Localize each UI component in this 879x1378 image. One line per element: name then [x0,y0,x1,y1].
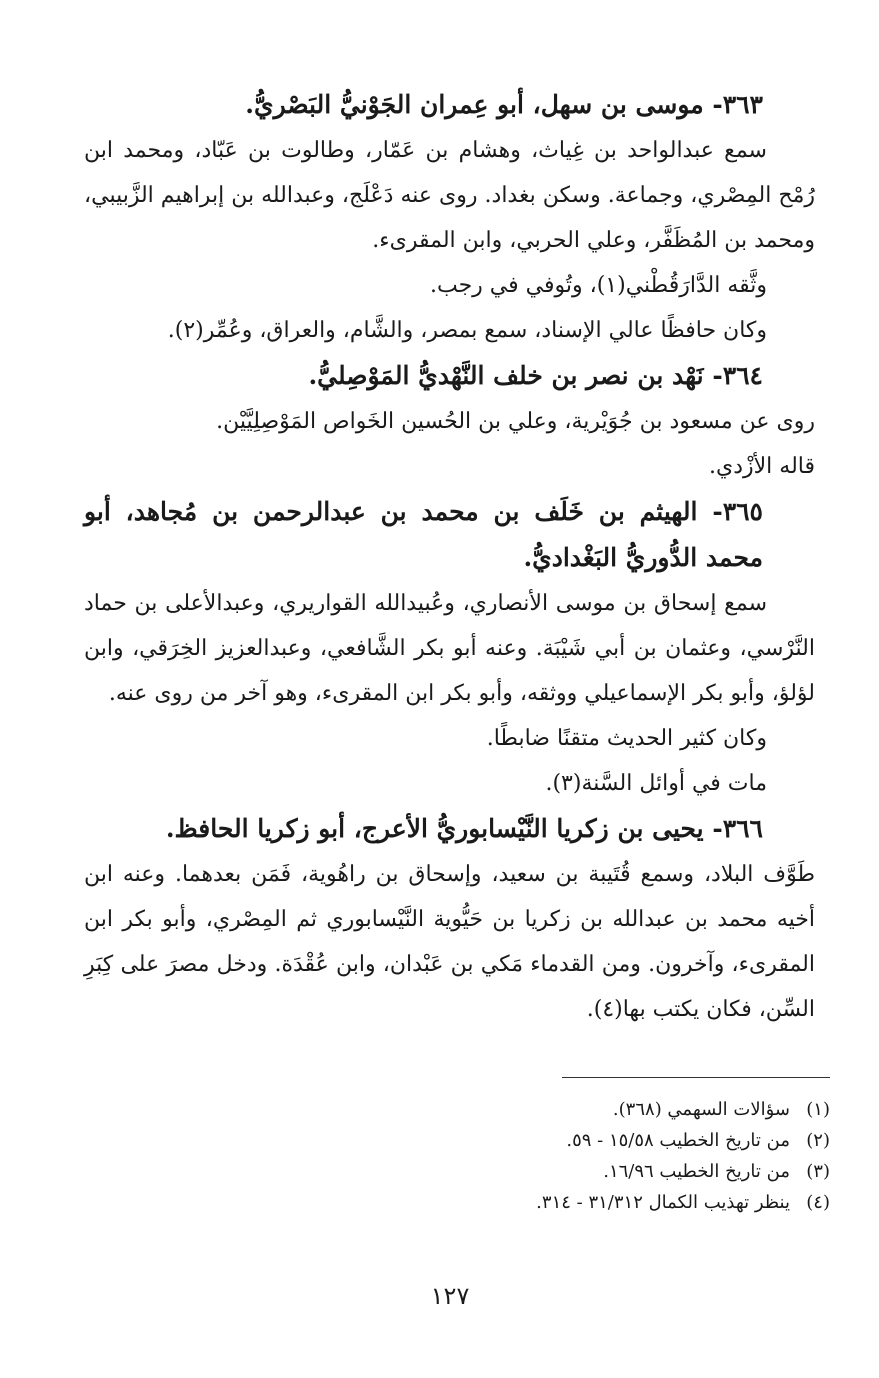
page-body [84,82,815,1032]
entry-365 [84,489,815,806]
entry-paragraph: سمع عبدالواحد بن غِياث، وهشام بن عَمّار، وطالوت بن عَبّاد، ومحمد ابن رُمْح المِصْري، وجماعة. وسكن بغداد. روى عنه دَعْلَج، وعبدالله بن إبراهيم الزَّبيبي، ومحمد بن المُظَفَّر، وعلي الحربي، وابن المقرىء. [84,138,815,253]
footnote-number: (١) [806,1099,830,1120]
footnote-item [160,1125,830,1156]
footnote-number: (٤) [806,1192,830,1213]
entry-paragraph: طَوَّف البلاد، وسمع قُتَيبة بن سعيد، وإسحاق بن راهُوية، فَمَن بعدهما. وعنه ابن أخيه محمد بن عبدالله بن زكريا بن حَيُّوية النَّيْسابوري ثم المِصْري، وأبو بكر ابن المقرىء، وآخرون. ومن القدماء مَكي بن عَبْدان، وابن عُقْدَة. ودخل مصرَ على كِبَرِ السِّن، فكان يكتب بها(٤). [84,862,815,1022]
page-number: ١٢٧ [430,1282,470,1310]
entry-heading: ٣٦٥- الهيثم بن خَلَف بن محمد بن عبدالرحمن بن مُجاهد، أبو محمد الدُّوريُّ البَغْداديُّ. [84,497,763,572]
footnote-divider [562,1077,830,1078]
footnote-number: (٢) [806,1130,830,1151]
entry-366 [84,806,815,1032]
entry-heading: ٣٦٣- موسى بن سهل، أبو عِمران الجَوْنيُّ البَصْريُّ. [245,90,763,119]
entry-paragraph: سمع إسحاق بن موسى الأنصاري، وعُبيدالله القواريري، وعبدالأعلى بن حماد النَّرْسي، وعثمان بن أبي شَيْبَة. وعنه أبو بكر الشَّافعي، وعبدالعزيز الخِرَقي، وابن لؤلؤ، وأبو بكر الإسماعيلي ووثقه، وأبو بكر ابن المقرىء، وهو آخر من روى عنه. [84,591,815,706]
entry-paragraph: وكان كثير الحديث متقنًا ضابطًا. [486,726,767,751]
footnote-number: (٣) [806,1161,830,1182]
entry-paragraph: مات في أوائل السَّنة(٣). [545,771,767,796]
footnote-text: من تاريخ الخطيب ١٦/٩٦. [603,1161,790,1182]
entry-heading: ٣٦٦- يحيى بن زكريا النَّيْسابوريُّ الأعرج، أبو زكريا الحافظ. [165,814,763,843]
footnotes [160,1094,830,1218]
footnote-item [160,1094,830,1125]
entry-paragraph: روى عن مسعود بن جُوَيْرية، وعلي بن الحُسين الخَواص المَوْصِلِيَّيْن. [216,409,815,434]
entry-paragraph: وثَّقه الدَّارَقُطْني(١)، وتُوفي في رجب. [429,273,767,298]
entry-364 [84,353,815,489]
entry-heading: ٣٦٤- نَهْد بن نصر بن خلف النَّهْديُّ المَوْصِليُّ. [308,361,763,390]
footnote-item [160,1156,830,1187]
footnote-text: من تاريخ الخطيب ١٥/٥٨ - ٥٩. [566,1130,790,1151]
footnote-item [160,1187,830,1218]
footnote-text: ينظر تهذيب الكمال ٣١/٣١٢ - ٣١٤. [536,1192,790,1213]
entry-363 [84,82,815,353]
entry-paragraph: وكان حافظًا عالي الإسناد، سمع بمصر، والشَّام، والعراق، وعُمِّر(٢). [167,318,767,343]
footnote-text: سؤالات السهمي (٣٦٨). [612,1099,790,1120]
entry-paragraph: قاله الأزْدي. [708,454,815,479]
